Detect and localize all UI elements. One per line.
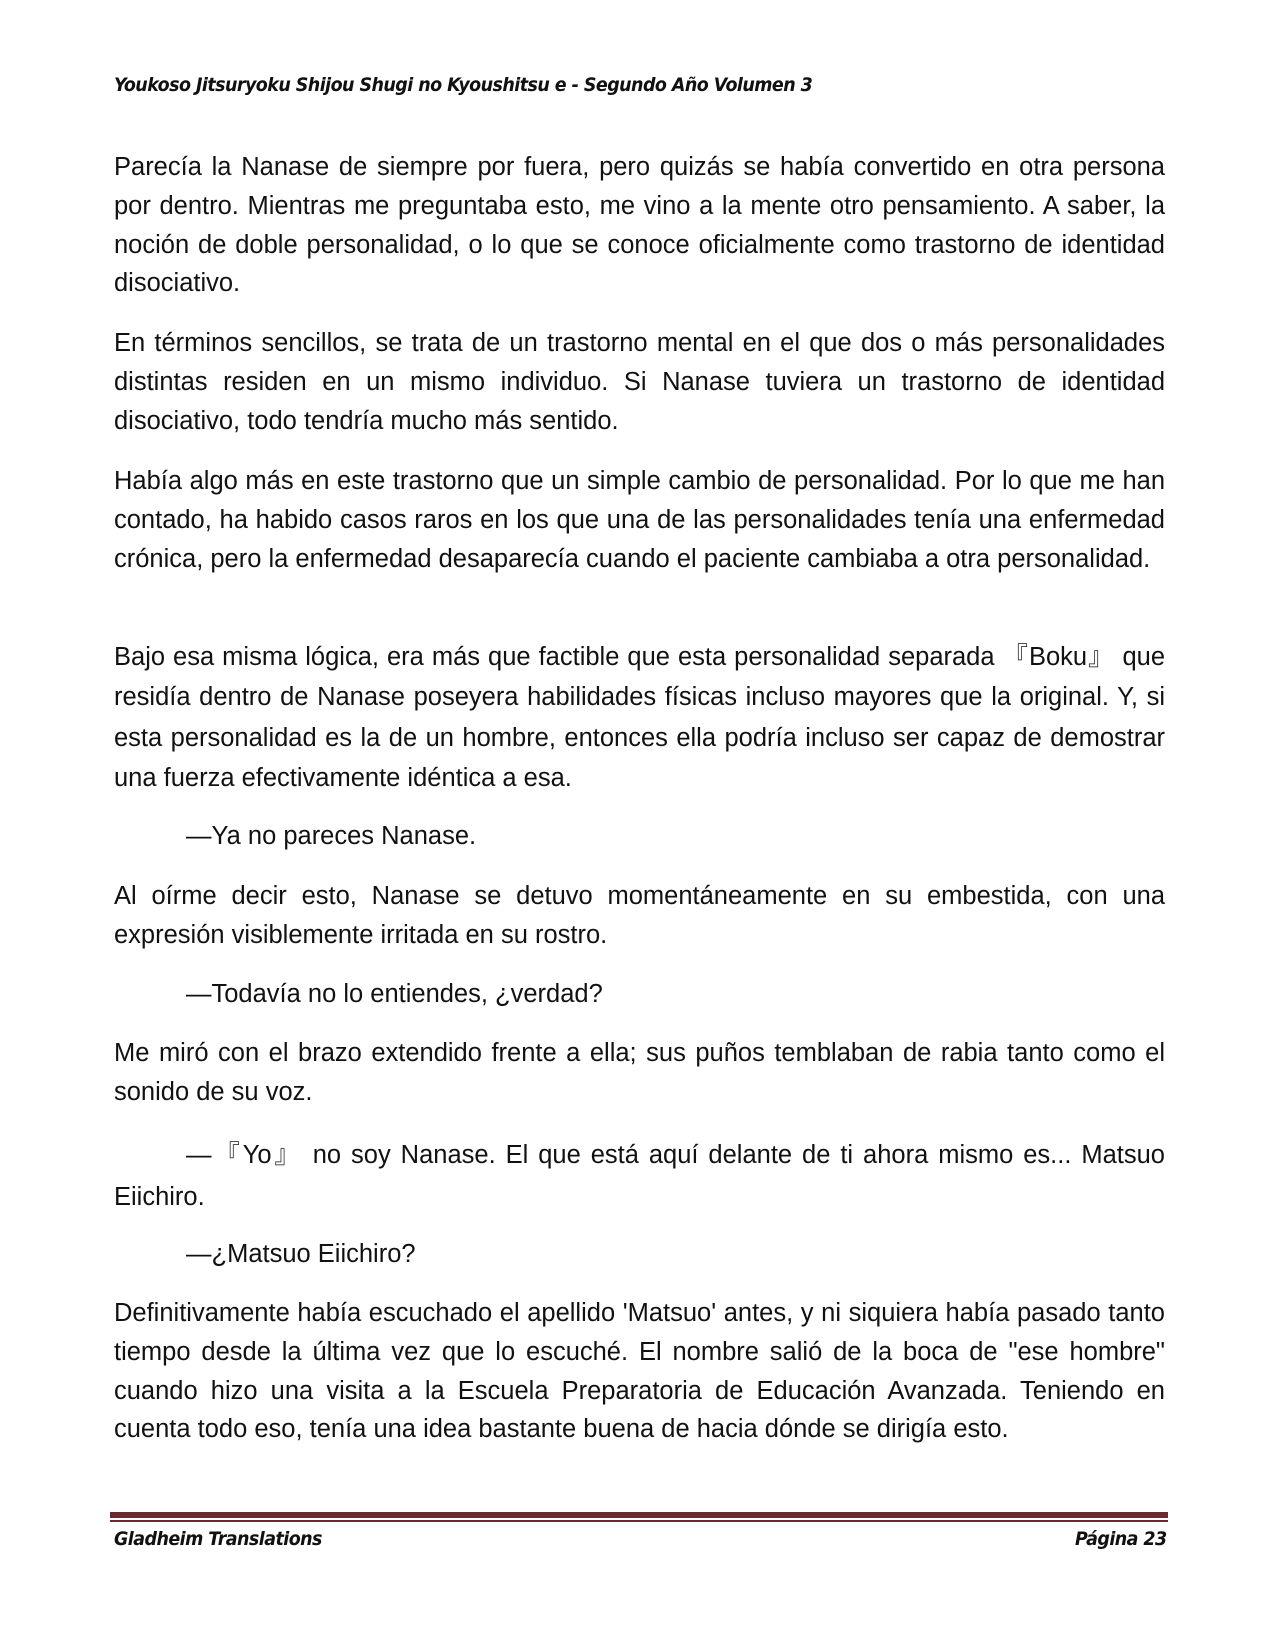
dialogue-line: —Ya no pareces Nanase.: [186, 822, 477, 850]
dialogue-line: —『Yo』 no soy Nanase. El que está aquí delante de ti ahora mismo es... Matsuo Eiichiro.: [114, 1141, 1165, 1211]
footer-rule: [110, 1512, 1168, 1518]
dialogue-line: —¿Matsuo Eiichiro?: [186, 1240, 416, 1268]
paragraph: Bajo esa misma lógica, era más que factible que esta personalidad separada 『Boku』 que residía dentro de Nanase poseyera habilidades físicas incluso mayores que la original. Y, si esta personalidad es la de un hombre, entonces ella podría incluso ser capaz de demostrar una fuerza efectivamente idéntica a esa.: [114, 643, 1165, 792]
paragraph: Había algo más en este trastorno que un simple cambio de personalidad. Por lo que me han contado, ha habido casos raros en los que una de las personalidades tenía una enfermedad crónica, pero la enfermedad desaparecía cuando el paciente cambiaba a otra personalidad.: [114, 467, 1165, 573]
dialogue-line: —Todavía no lo entiendes, ¿verdad?: [186, 980, 603, 1008]
paragraph: Me miró con el brazo extendido frente a ella; sus puños temblaban de rabia tanto como el sonido de su voz.: [114, 1039, 1165, 1106]
paragraph: Definitivamente había escuchado el apellido 'Matsuo' antes, y ni siquiera había pasado tanto tiempo desde la última vez que lo escuché. El nombre salió de la boca de "ese hombre" cuando hizo una visita a la Escuela Preparatoria de Educación Avanzada. Teniendo en cuenta todo eso, tenía una idea bastante buena de hacia dónde se dirigía esto.: [114, 1299, 1165, 1444]
paragraph: Al oírme decir esto, Nanase se detuvo momentáneamente en su embestida, con una expresión visiblemente irritada en su rostro.: [114, 882, 1165, 949]
paragraph: Parecía la Nanase de siempre por fuera, pero quizás se había convertido en otra persona por dentro. Mientras me preguntaba esto, me vino a la mente otro pensamiento. A saber, la noción de doble personalidad, o lo que se conoce oficialmente como trastorno de identidad disociativo.: [114, 153, 1165, 298]
page-number: Página 23: [1075, 1528, 1167, 1550]
footer-rule-thin: [110, 1520, 1168, 1522]
footer-credit: Gladheim Translations: [114, 1528, 322, 1550]
paragraph: En términos sencillos, se trata de un trastorno mental en el que dos o más personalidades distintas residen en un mismo individuo. Si Nanase tuviera un trastorno de identidad disociativo, todo tendría mucho más sentido.: [114, 329, 1165, 435]
running-header: Youkoso Jitsuryoku Shijou Shugi no Kyoushitsu e - Segundo Año Volumen 3: [114, 74, 813, 96]
